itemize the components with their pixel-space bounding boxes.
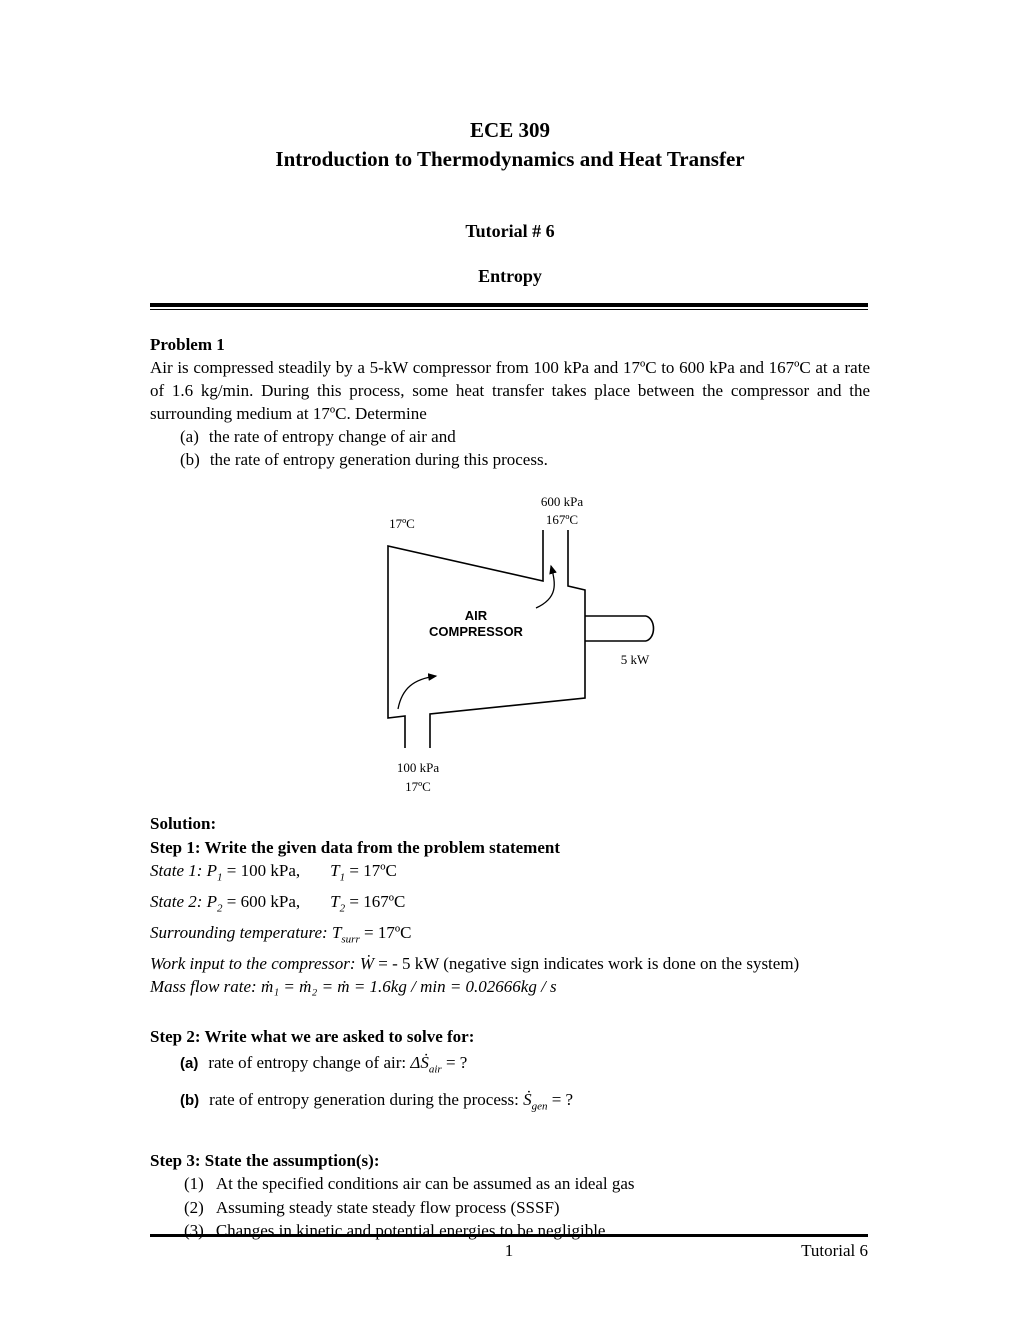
- top-left-temp-label: 17ºC: [389, 516, 415, 531]
- course-code: ECE 309: [470, 118, 550, 142]
- assumption-2-label: (2): [184, 1197, 204, 1217]
- assumption-1: [150, 1172, 870, 1196]
- step2-heading: Step 2: Write what we are asked to solve for:: [150, 1026, 475, 1046]
- step1-heading: Step 1: Write the given data from the problem statement: [150, 837, 560, 857]
- work-note: (negative sign indicates work is done on the system): [443, 953, 800, 973]
- state2-t-symbol: T: [330, 891, 340, 911]
- step2-item-a-eq: = ?: [441, 1053, 468, 1073]
- state1-p-subscript: 1: [217, 871, 223, 884]
- problem-item-a-text: the rate of entropy change of air and: [208, 427, 456, 446]
- step2-item-a-label: (a): [180, 1055, 199, 1073]
- work-value: = - 5 kW: [373, 953, 444, 973]
- step2-item-b-label: (b): [180, 1091, 200, 1109]
- assumption-2-text: Assuming steady state steady flow process (SSSF): [215, 1197, 560, 1217]
- problem-item-b: [150, 448, 870, 471]
- step2-item-b: [150, 1085, 870, 1121]
- step2-item-b-text: rate of entropy generation during the process:: [209, 1089, 524, 1109]
- assumption-1-label: (1): [184, 1174, 204, 1194]
- surrounding-temp-value: = 17ºC: [359, 922, 412, 942]
- mass-flow-line: [150, 975, 870, 999]
- assumption-1-text: At the specified conditions air can be assumed as an ideal gas: [215, 1174, 635, 1194]
- state2-t-value: = 167ºC: [345, 891, 406, 911]
- step2-item-a-text: rate of entropy change of air:: [208, 1053, 411, 1073]
- shaft-power-label: 5 kW: [620, 652, 650, 667]
- problem-heading: Problem 1: [150, 335, 225, 354]
- state1-t-symbol: T: [330, 861, 340, 880]
- header-divider-rule: [150, 303, 868, 310]
- work-input-label: Work input to the compressor:: [150, 953, 360, 973]
- solution-heading: Solution:: [150, 814, 217, 833]
- shaft-end-curve: [646, 616, 654, 641]
- outlet-pressure-label: 600 kPa: [540, 494, 584, 509]
- work-input-line: [150, 952, 870, 976]
- page-number: 1: [504, 1241, 514, 1260]
- state1-line: [150, 859, 870, 890]
- inlet-flow-arrow: [398, 676, 436, 709]
- outlet-flow-arrow: [536, 566, 554, 608]
- device-name-line2: COMPRESSOR: [429, 624, 523, 639]
- problem-section: [150, 333, 870, 471]
- state1-p-value: = 100 kPa,: [222, 861, 301, 880]
- surrounding-temp-line: [150, 921, 870, 952]
- entropy-gen-symbol: Ṡ: [523, 1089, 532, 1109]
- topic-heading: Entropy: [478, 266, 542, 286]
- inlet-temp-label: 17ºC: [405, 779, 431, 794]
- state2-line: [150, 890, 870, 921]
- state2-p-value: = 600 kPa,: [222, 891, 301, 911]
- surrounding-temp-subscript: surr: [341, 933, 360, 946]
- compressor-diagram-svg: [340, 488, 680, 800]
- step2-item-a: [150, 1048, 870, 1084]
- footer-label: Tutorial 6: [801, 1241, 868, 1260]
- mass-flow-label: Mass flow rate:: [150, 977, 261, 997]
- problem-item-a-label: (a): [180, 427, 199, 446]
- document-title: [0, 116, 1020, 174]
- state2-p-symbol: State 2: P: [150, 891, 218, 911]
- solution-section: [150, 812, 870, 1243]
- entropy-gen-subscript: gen: [531, 1099, 548, 1112]
- assumption-3: [150, 1219, 870, 1243]
- compressor-diagram: [340, 488, 680, 800]
- inlet-pressure-label: 100 kPa: [396, 760, 440, 775]
- assumption-2: [150, 1196, 870, 1220]
- state2-t-subscript: 2: [339, 902, 346, 915]
- step2-item-b-eq: = ?: [547, 1089, 574, 1109]
- work-symbol: Ẇ: [359, 953, 374, 973]
- footer-divider-rule: [150, 1234, 868, 1237]
- assumption-3-label: (3): [184, 1221, 204, 1241]
- state1-t-subscript: 1: [339, 871, 346, 884]
- entropy-change-subscript: air: [428, 1063, 442, 1076]
- problem-item-a: [150, 425, 870, 448]
- problem-statement: Air is compressed steadily by a 5-kW compressor from 100 kPa and 17ºC to 600 kPa and 167ºC at a rate of 1.6 kg/min. During this process, some heat transfer takes place between the compressor and the surrounding medium at 17ºC. Determine: [150, 358, 870, 423]
- mass-flow-formula: ṁ₁ = ṁ₂ = ṁ = 1.6kg / min = 0.02666kg / s: [260, 977, 557, 997]
- state1-p-symbol: State 1: P: [150, 861, 218, 880]
- course-title: Introduction to Thermodynamics and Heat Transfer: [275, 147, 745, 171]
- problem-item-b-text: the rate of entropy generation during this process.: [209, 450, 548, 469]
- step3-heading: Step 3: State the assumption(s):: [150, 1150, 380, 1170]
- compressor-body-outline: [388, 530, 585, 748]
- device-name-line1: AIR: [464, 608, 488, 623]
- entropy-change-symbol: ΔṠ: [410, 1053, 429, 1073]
- assumption-3-text: Changes in kinetic and potential energies to be negligible: [215, 1221, 606, 1241]
- surrounding-temp-label: Surrounding temperature: T: [150, 922, 342, 942]
- outlet-temp-label: 167ºC: [545, 512, 579, 527]
- tutorial-heading: Tutorial # 6: [465, 221, 555, 241]
- state2-p-subscript: 2: [217, 902, 223, 915]
- footer: [150, 1241, 868, 1261]
- problem-item-b-label: (b): [180, 450, 200, 469]
- state1-t-value: = 17ºC: [345, 861, 397, 880]
